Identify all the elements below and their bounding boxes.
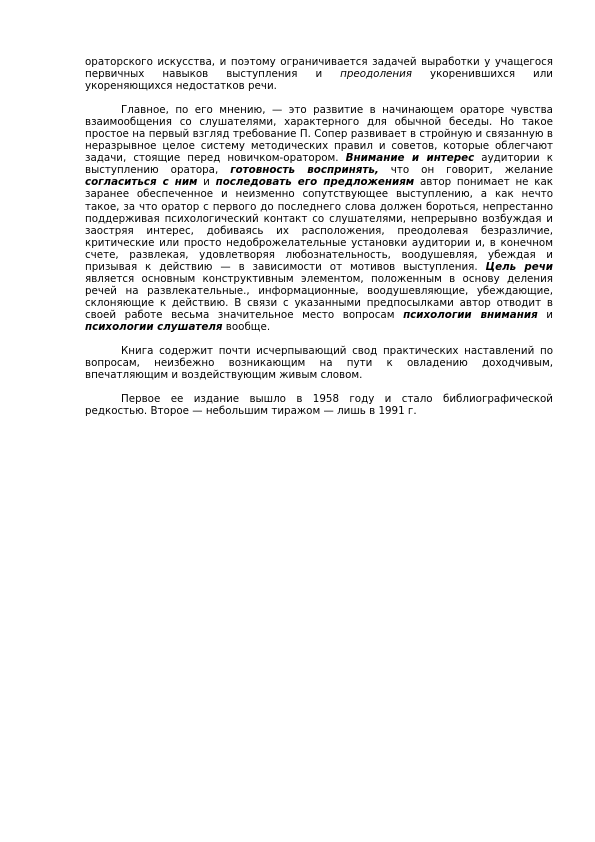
emphasis: последовать его предложениям: [215, 176, 415, 189]
text-run: ораторского искусства, и поэтому ограничивается задачей выработки у учащегося первичных навыков выступления и: [85, 56, 553, 81]
text-run: является основным конструктивным элементом, положенным в основу деления речей на развлекательные., информационные, воодушевляющие, убеждающие, склоняющие к действию. В связи с указанными предпосылками автор отводит в своей работе весьма значительное место вопросам: [85, 272, 553, 321]
text-run: укоренившихся или укореняющихся недостатков речи.: [85, 68, 553, 93]
body-text: [85, 56, 553, 417]
paragraph-2: [85, 104, 553, 333]
emphasis: психологии внимания: [403, 308, 538, 321]
text-run: вообще.: [222, 320, 271, 333]
paragraph-1: [85, 56, 553, 92]
text-run: что он говорит, желание: [378, 164, 553, 177]
paragraph-4: Первое ее издание вышло в 1958 году и стало библиографической редкостью. Второе — небольшим тиражом — лишь в 1991 г.: [85, 393, 553, 418]
text-run: Главное, по его мнению, — это развитие в начинающем ораторе чувства взаимообщения со слушателями, характерного для обычной беседы. Но такое простое на первый взгляд требование П. Сопер развивает в стройную и связанную в неразрывное целое систему методических правил и советов, которые облегчают задачи, стоящие перед новичком-оратором.: [85, 104, 553, 165]
emphasis: Внимание и интерес: [345, 152, 475, 165]
text-run: аудитории к выступлению оратора,: [85, 152, 553, 177]
text-run: и: [197, 176, 216, 189]
emphasis: преодоления: [340, 68, 412, 81]
paragraph-gap: [85, 92, 553, 104]
paragraph-gap: [85, 381, 553, 393]
emphasis: психологии слушателя: [85, 320, 223, 333]
emphasis: готовность воспринять,: [230, 164, 379, 177]
paragraph-3: Книга содержит почти исчерпывающий свод практических наставлений по вопросам, неизбежно возникающим на пути к овладению доходчивым, впечатляющим и воздействующим живым словом.: [85, 345, 553, 382]
emphasis: Цель речи: [485, 260, 554, 273]
text-run: автор понимает не как заранее обеспеченное и неизменно сопутствующее выступлению, а как нечто такое, за что оратор с первого до последнего слова должен бороться, непрестанно поддерживая психологический контакт со слушателями, непрерывно возбуждая и заостряя интерес, добиваясь их расположения, преодолевая безразличие, критические или просто недоброжелательные установки аудитории и, в конечном счете, развлекая, удовлетворяя любознательность, воодушевляя, убеждая и призывая к действию — в зависимости от мотивов выступления.: [85, 176, 553, 273]
text-run: и: [537, 308, 553, 321]
paragraph-gap: [85, 333, 553, 345]
emphasis: согласиться с ним: [85, 176, 198, 189]
